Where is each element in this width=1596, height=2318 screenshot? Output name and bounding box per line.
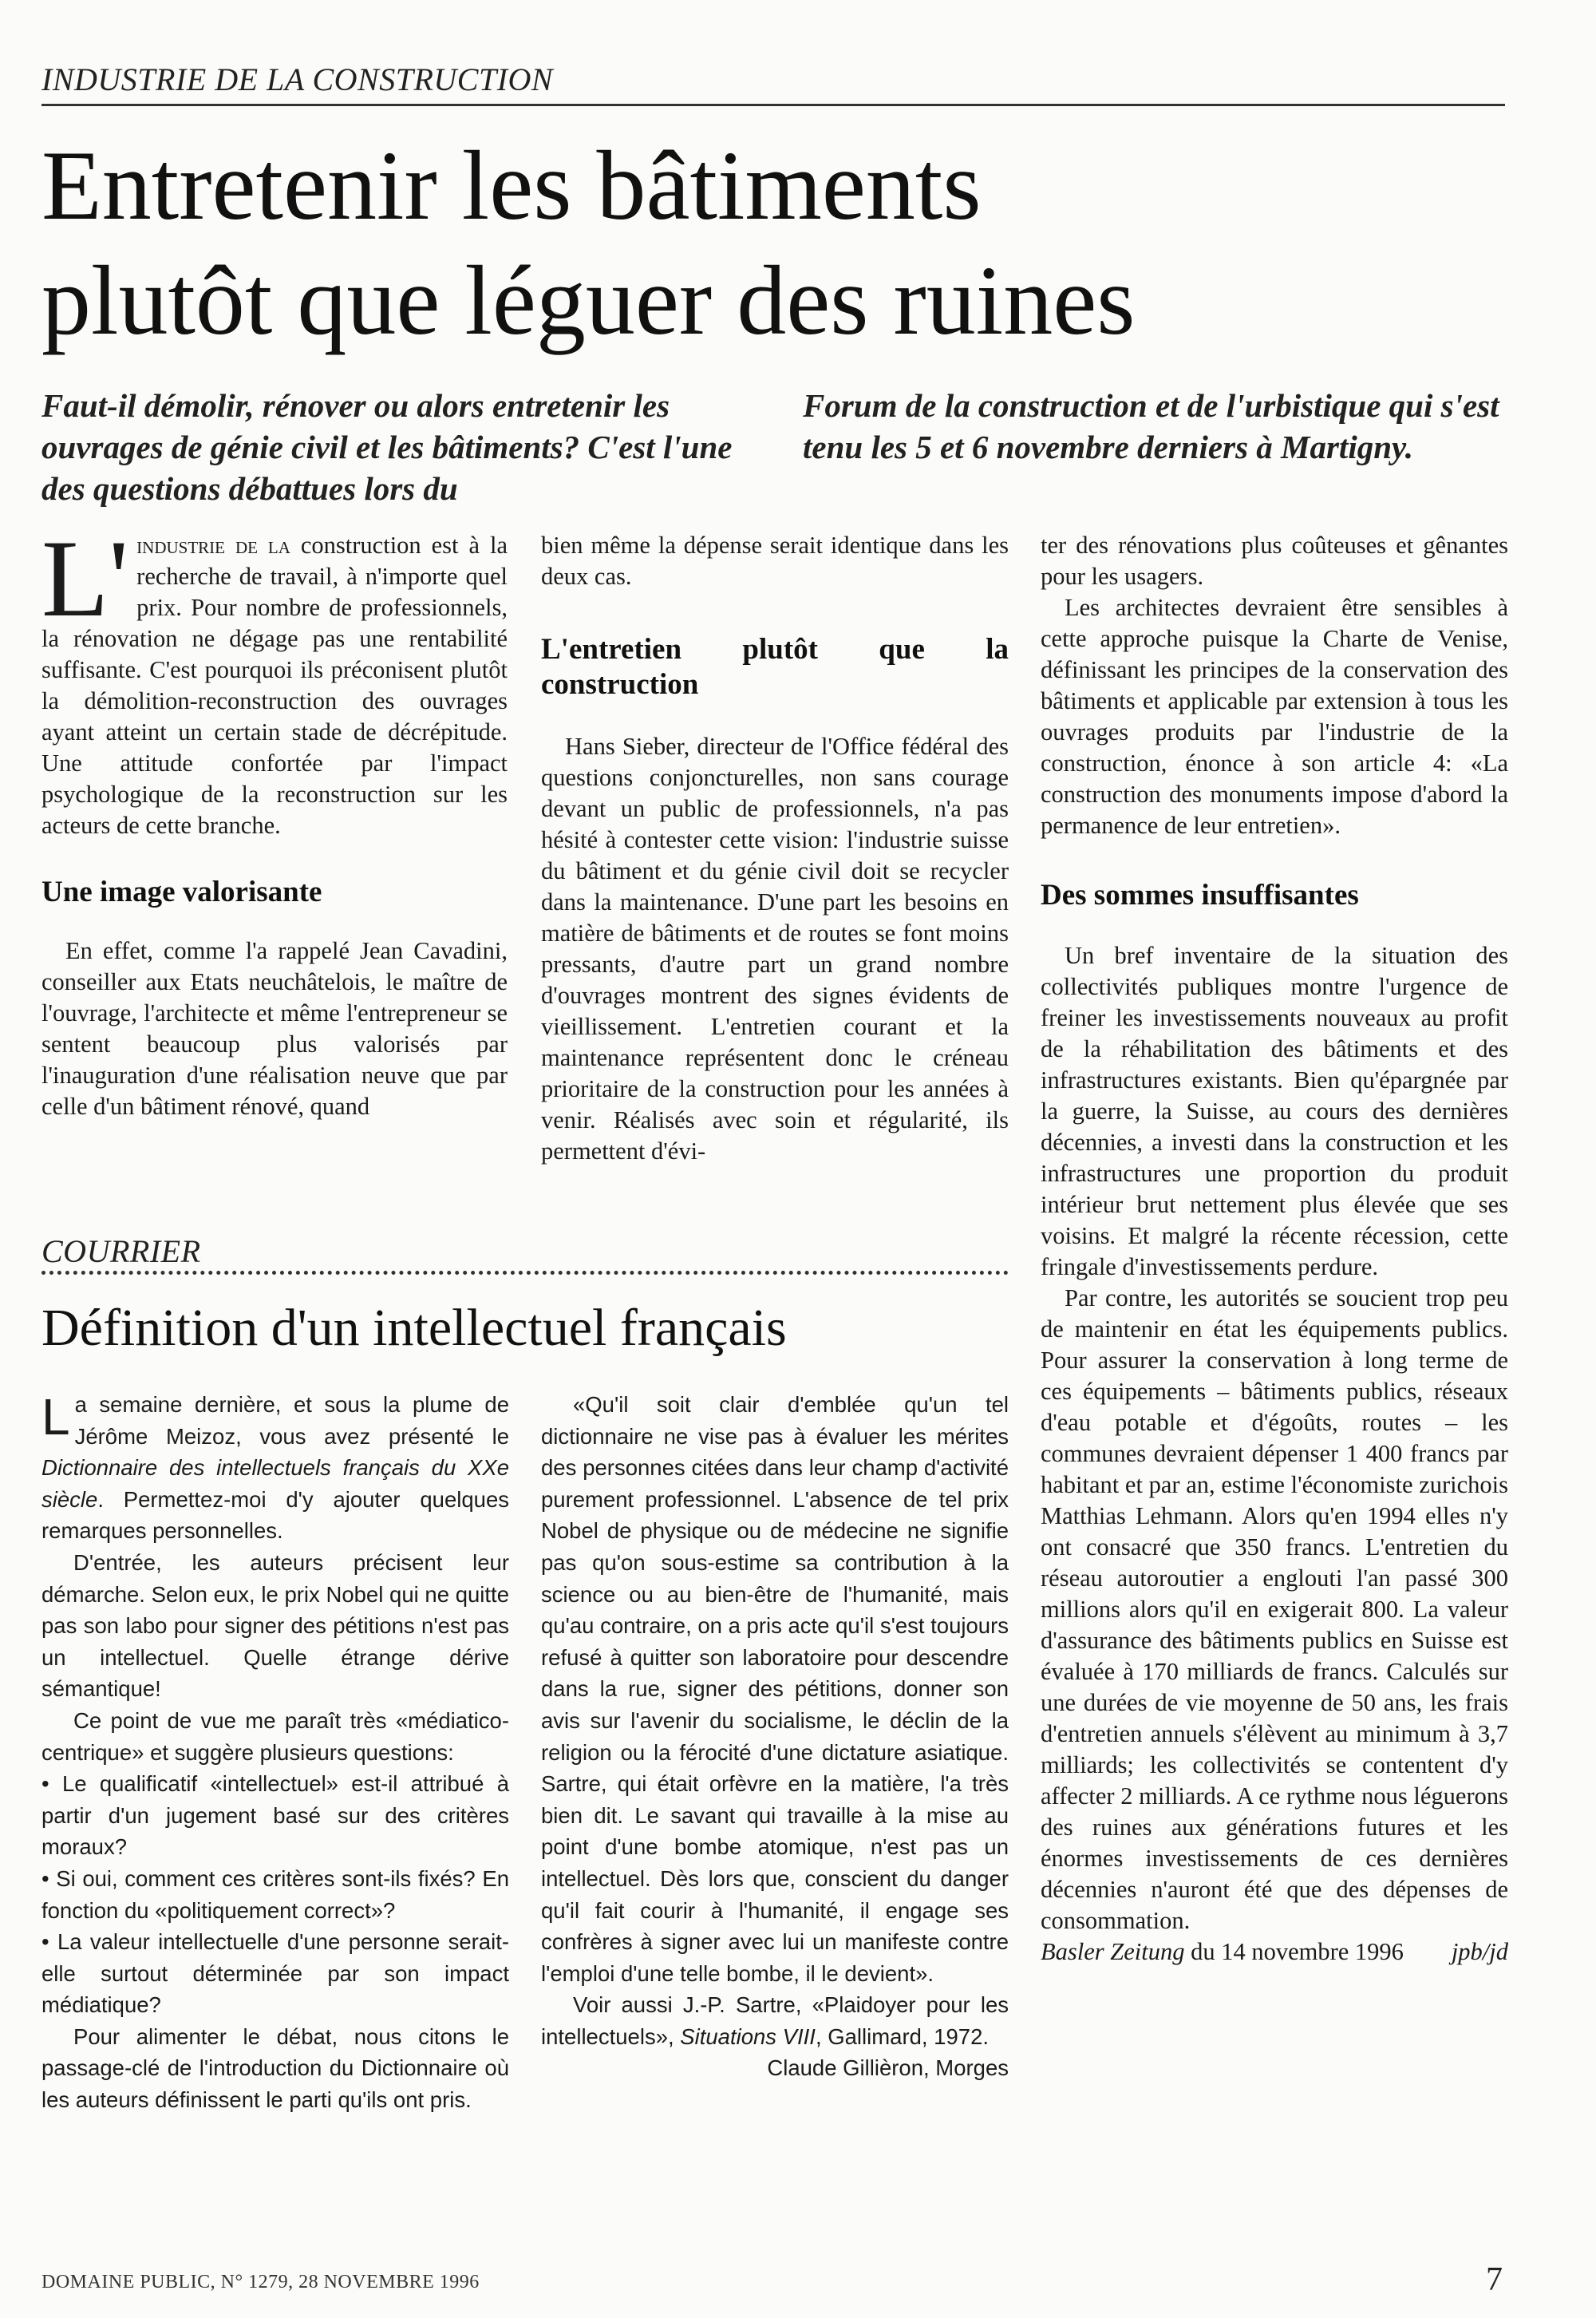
subheading-image-valorisante: Une image valorisante bbox=[41, 876, 322, 908]
dropcap: L bbox=[41, 1388, 70, 1446]
dropcap: L' bbox=[41, 517, 129, 639]
bullet-item: • Le qualificatif «intellectuel» est-il attribué à partir d'un jugement basé sur des critères moraux? bbox=[41, 1771, 509, 1860]
subheading-sommes: Des sommes insuffisantes bbox=[1041, 879, 1359, 912]
courrier-column-1 bbox=[41, 1389, 509, 2116]
paragraph bbox=[541, 1989, 1009, 2052]
book-title: Situations VIII bbox=[680, 2023, 816, 2049]
signature: Claude Gillièron, Morges bbox=[767, 2055, 1009, 2081]
deck-right: Forum de la construction et de l'urbistique qui s'est tenu les 5 et 6 novembre derniers à Martigny. bbox=[803, 387, 1499, 465]
deck-left: Faut-il démolir, rénover ou alors entretenir les ouvrages de génie civil et les bâtiments? C'est l'une des questions débattues lors du bbox=[41, 387, 733, 507]
paragraph: bien même la dépense serait identique dans les deux cas. bbox=[541, 532, 1009, 590]
paragraph: Les architectes devraient être sensibles à cette approche puisque la Charte de Venise, définissant les principes de la conservation des bâtiments et applicable par extension à tous les ouvrages produits par l'industrie de la construction, énonce à son article 4: «La construction des monuments impose d'abord la permanence de leur entretien». bbox=[1041, 594, 1508, 839]
source-date: du 14 novembre 1996 bbox=[1184, 1938, 1404, 1965]
lead-smallcaps: industrie de la bbox=[136, 532, 290, 559]
paragraph: «Qu'il soit clair d'emblée qu'un tel dictionnaire ne vise pas à évaluer les mérites des personnes citées dans leur champ d'activité purement professionnel. L'absence de tel prix Nobel de physique ou de médecine ne signifie pas qu'on sous-estime sa contribution à la science ou au bien-être de l'humanité, mais qu'au contraire, on a pris acte qu'il s'est toujours refusé à quitter son laboratoire pour descendre dans la rue, signer des pétitions, donner son avis sur l'avenir du socialisme, le déclin de la religion ou la férocité d'une dictature asiatique. Sartre, qui était orfèvre en la matière, l'a très bien dit. Le savant qui travaille à la mise au point d'une bombe atomique, n'est pas un intellectuel. Dès lors que, conscient du danger qu'il fait courir à l'humanité, il engage ses confrères à signer avec lui un manifeste contre l'emploi d'une telle bombe, il le devient». bbox=[541, 1392, 1009, 1986]
bullet-item: • Si oui, comment ces critères sont-ils fixés? En fonction du «politiquement correct»? bbox=[41, 1865, 509, 1923]
courrier-title: Définition d'un intellectuel français bbox=[41, 1299, 787, 1357]
paragraph: Un bref inventaire de la situation des collectivités publiques montre l'urgence de freiner les investissements nouveaux au profit de la réhabilitation des bâtiments et des infrastructures existants. Bien qu'épargnée par la guerre, la Suisse, au cours des dernières décennies, a investi dans la construction et les infrastructures une proportion du produit intérieur brut nettement plus élevée que ses voisins. Et malgré la récente récession, cette fringale d'investissements perdure. bbox=[1041, 942, 1508, 1280]
page-number: 7 bbox=[1486, 2261, 1503, 2298]
credit-initials: jpb/jd bbox=[1451, 1938, 1508, 1965]
lead-paragraph bbox=[41, 517, 508, 841]
paragraph bbox=[41, 1389, 509, 1547]
text: Voir aussi J.-P. Sartre, «Plaidoyer pour les intellectuels», bbox=[541, 1992, 1009, 2049]
headline-line-1: Entretenir les bâtiments bbox=[41, 131, 982, 240]
bullet-item: • La valeur intellectuelle d'une personne serait-elle surtout déterminée par son impact médiatique? bbox=[41, 1929, 509, 2018]
courrier-label: COURRIER bbox=[41, 1233, 201, 1269]
main-article-column-1 bbox=[41, 517, 508, 1122]
text: a semaine dernière, et sous la plume de Jérôme Meizoz, vous avez présenté le bbox=[74, 1392, 509, 1449]
subheading-entretien: L'entretien plutôt que la construction bbox=[541, 633, 1009, 701]
paragraph: Ce point de vue me paraît très «médiatico-centrique» et suggère plusieurs questions: bbox=[41, 1707, 509, 1765]
book-title: Dictionnaire des intellectuels français du XXe siècle bbox=[41, 1455, 509, 1512]
paragraph: En effet, comme l'a rappelé Jean Cavadini, conseiller aux Etats neuchâtelois, le maître de l'ouvrage, l'architecte et même l'entrepreneur se sentent beaucoup plus valorisés par l'inauguration d'une réalisation neuve que par celle d'un bâtiment rénové, quand bbox=[41, 937, 508, 1120]
headline-line-2: plutôt que léguer des ruines bbox=[41, 246, 1136, 355]
text: , Gallimard, 1972. bbox=[815, 2023, 989, 2049]
text: . Permettez-moi d'y ajouter quelques remarques personnelles. bbox=[41, 1486, 509, 1544]
courrier-rule bbox=[41, 1271, 1009, 1275]
source-publication: Basler Zeitung bbox=[1041, 1938, 1185, 1965]
paragraph: Hans Sieber, directeur de l'Office fédéral des questions conjoncturelles, non sans courage devant un public de professionnels, n'a pas hésité à contester cette vision: l'industrie suisse du bâtiment et du génie civil doit se recycler dans la maintenance. D'une part les besoins en matière de bâtiments et de routes se font moins pressants, d'autre part un grand nombre d'ouvrages montrent des signes évidents de vieillissement. L'entretien courant et la maintenance représentent donc le créneau prioritaire de la construction pour les années à venir. Réalisés avec soin et régularité, ils permettent d'évi- bbox=[541, 733, 1009, 1165]
header-rule bbox=[41, 104, 1505, 106]
footer-publication: DOMAINE PUBLIC, N° 1279, 28 NOVEMBRE 1996 bbox=[41, 2272, 480, 2292]
paragraph: Pour alimenter le débat, nous citons le passage-clé de l'introduction du Dictionnaire où les auteurs définissent le parti qu'ils ont pris. bbox=[41, 2023, 509, 2113]
main-article-column-3 bbox=[1041, 530, 1508, 1968]
section-label: INDUSTRIE DE LA CONSTRUCTION bbox=[41, 61, 554, 97]
lead-text: construction est à la recherche de travail, à n'importe quel prix. Pour nombre de professionnels, la rénovation ne dégage pas une rentabilité suffisante. C'est pourquoi ils préconisent plutôt la démolition-reconstruction des ouvrages ayant atteint un certain stade de décrépitude. Une attitude confortée par l'impact psychologique de la reconstruction sur les acteurs de cette branche. bbox=[41, 532, 508, 839]
main-article-column-2 bbox=[541, 530, 1009, 1167]
paragraph: ter des rénovations plus coûteuses et gênantes pour les usagers. bbox=[1041, 532, 1508, 590]
paragraph: Par contre, les autorités se soucient trop peu de maintenir en état les équipements publics. Pour assurer la conservation à long terme de ces équipements – bâtiments publics, réseaux d'eau potable et d'égoûts, routes – les communes devraient dépenser 1 400 francs par habitant et par an, estime l'économiste zurichois Matthias Lehmann. Alors qu'en 1994 elles n'y ont consacré que 350 francs. L'entretien du réseau autoroutier a englouti l'an passé 300 millions alors qu'il en exigerait 800. La valeur d'assurance des bâtiments publics en Suisse est évaluée à 170 milliards de francs. Calculés sur une durées de vie moyenne de 50 ans, les frais d'entretien annuels s'élèvent au minimum à 3,7 milliards; les collectivités se contentent d'y affecter 2 milliards. A ce rythme nous léguerons des ruines aux générations futures et les énormes investissements de ces dernières décennies n'auront été que des dépenses de consommation. bbox=[1041, 1284, 1508, 1934]
paragraph: D'entrée, les auteurs précisent leur démarche. Selon eux, le prix Nobel qui ne quitte pas son labo pour signer des pétitions n'est pas un intellectuel. Quelle étrange dérive sémantique! bbox=[41, 1549, 509, 1702]
source-line bbox=[1041, 1936, 1508, 1968]
courrier-column-2 bbox=[541, 1389, 1009, 2084]
